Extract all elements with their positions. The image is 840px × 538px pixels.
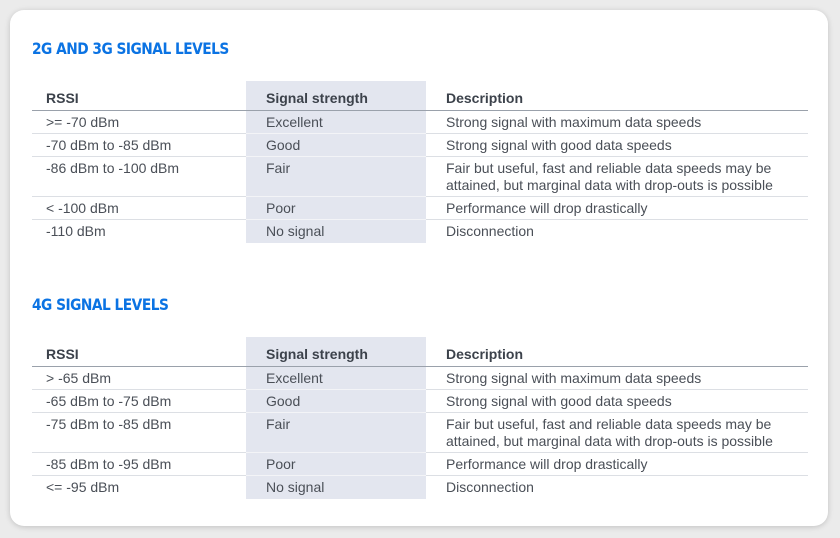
description-cell: Strong signal with maximum data speeds (426, 111, 808, 134)
description-cell: Fair but useful, fast and reliable data speeds may be attained, but marginal data with drop-outs is possible (426, 157, 808, 197)
header-description: Description (426, 337, 808, 367)
table-header-row (32, 81, 808, 111)
description-cell: Performance will drop drastically (426, 453, 808, 476)
header-signal-strength: Signal strength (246, 81, 426, 111)
signal-strength-cell: Good (246, 390, 426, 413)
header-rssi: RSSI (32, 81, 246, 111)
table-row (32, 453, 808, 476)
signal-strength-cell: Good (246, 134, 426, 157)
description-cell: Fair but useful, fast and reliable data speeds may be attained, but marginal data with drop-outs is possible (426, 413, 808, 453)
description-cell: Disconnection (446, 479, 534, 495)
table-row (32, 220, 808, 243)
rssi-cell: -70 dBm to -85 dBm (32, 134, 246, 157)
signal-strength-cell: No signal (246, 220, 426, 243)
description-cell: Strong signal with good data speeds (426, 134, 808, 157)
description-cell: Performance will drop drastically (426, 197, 808, 220)
header-description: Description (426, 81, 808, 111)
description-cell: Strong signal with good data speeds (426, 390, 808, 413)
signal-strength-cell: Excellent (246, 111, 426, 134)
table-row (32, 134, 808, 157)
signal-strength-cell: No signal (246, 476, 426, 499)
signal-strength-cell: Fair (246, 413, 426, 453)
rssi-cell: < -100 dBm (32, 197, 246, 220)
table-row (32, 413, 808, 453)
signal-strength-cell: Poor (246, 453, 426, 476)
rssi-cell: >= -70 dBm (32, 111, 246, 134)
table-row (32, 197, 808, 220)
signal-table-2g-3g (32, 81, 808, 243)
description-cell: Disconnection (446, 223, 534, 239)
table-header-row (32, 337, 808, 367)
description-cell: Strong signal with maximum data speeds (426, 367, 808, 390)
signal-strength-cell: Poor (246, 197, 426, 220)
table-row (32, 111, 808, 134)
section-title-2g-3g: 2G AND 3G SIGNAL LEVELS (32, 39, 229, 58)
rssi-cell: -65 dBm to -75 dBm (32, 390, 246, 413)
table-row (32, 476, 808, 499)
header-rssi: RSSI (32, 337, 246, 367)
rssi-cell: -75 dBm to -85 dBm (32, 413, 246, 453)
section-title-4g: 4G SIGNAL LEVELS (32, 295, 169, 314)
signal-strength-cell: Fair (246, 157, 426, 197)
rssi-cell: -110 dBm (46, 223, 106, 239)
header-signal-strength: Signal strength (246, 337, 426, 367)
table-row (32, 390, 808, 413)
table-row (32, 367, 808, 390)
rssi-cell: -85 dBm to -95 dBm (32, 453, 246, 476)
signal-levels-card (10, 10, 828, 526)
signal-table-4g (32, 337, 808, 499)
rssi-cell: <= -95 dBm (46, 479, 120, 495)
table-row (32, 157, 808, 197)
rssi-cell: -86 dBm to -100 dBm (32, 157, 246, 197)
signal-strength-cell: Excellent (246, 367, 426, 390)
rssi-cell: > -65 dBm (32, 367, 246, 390)
